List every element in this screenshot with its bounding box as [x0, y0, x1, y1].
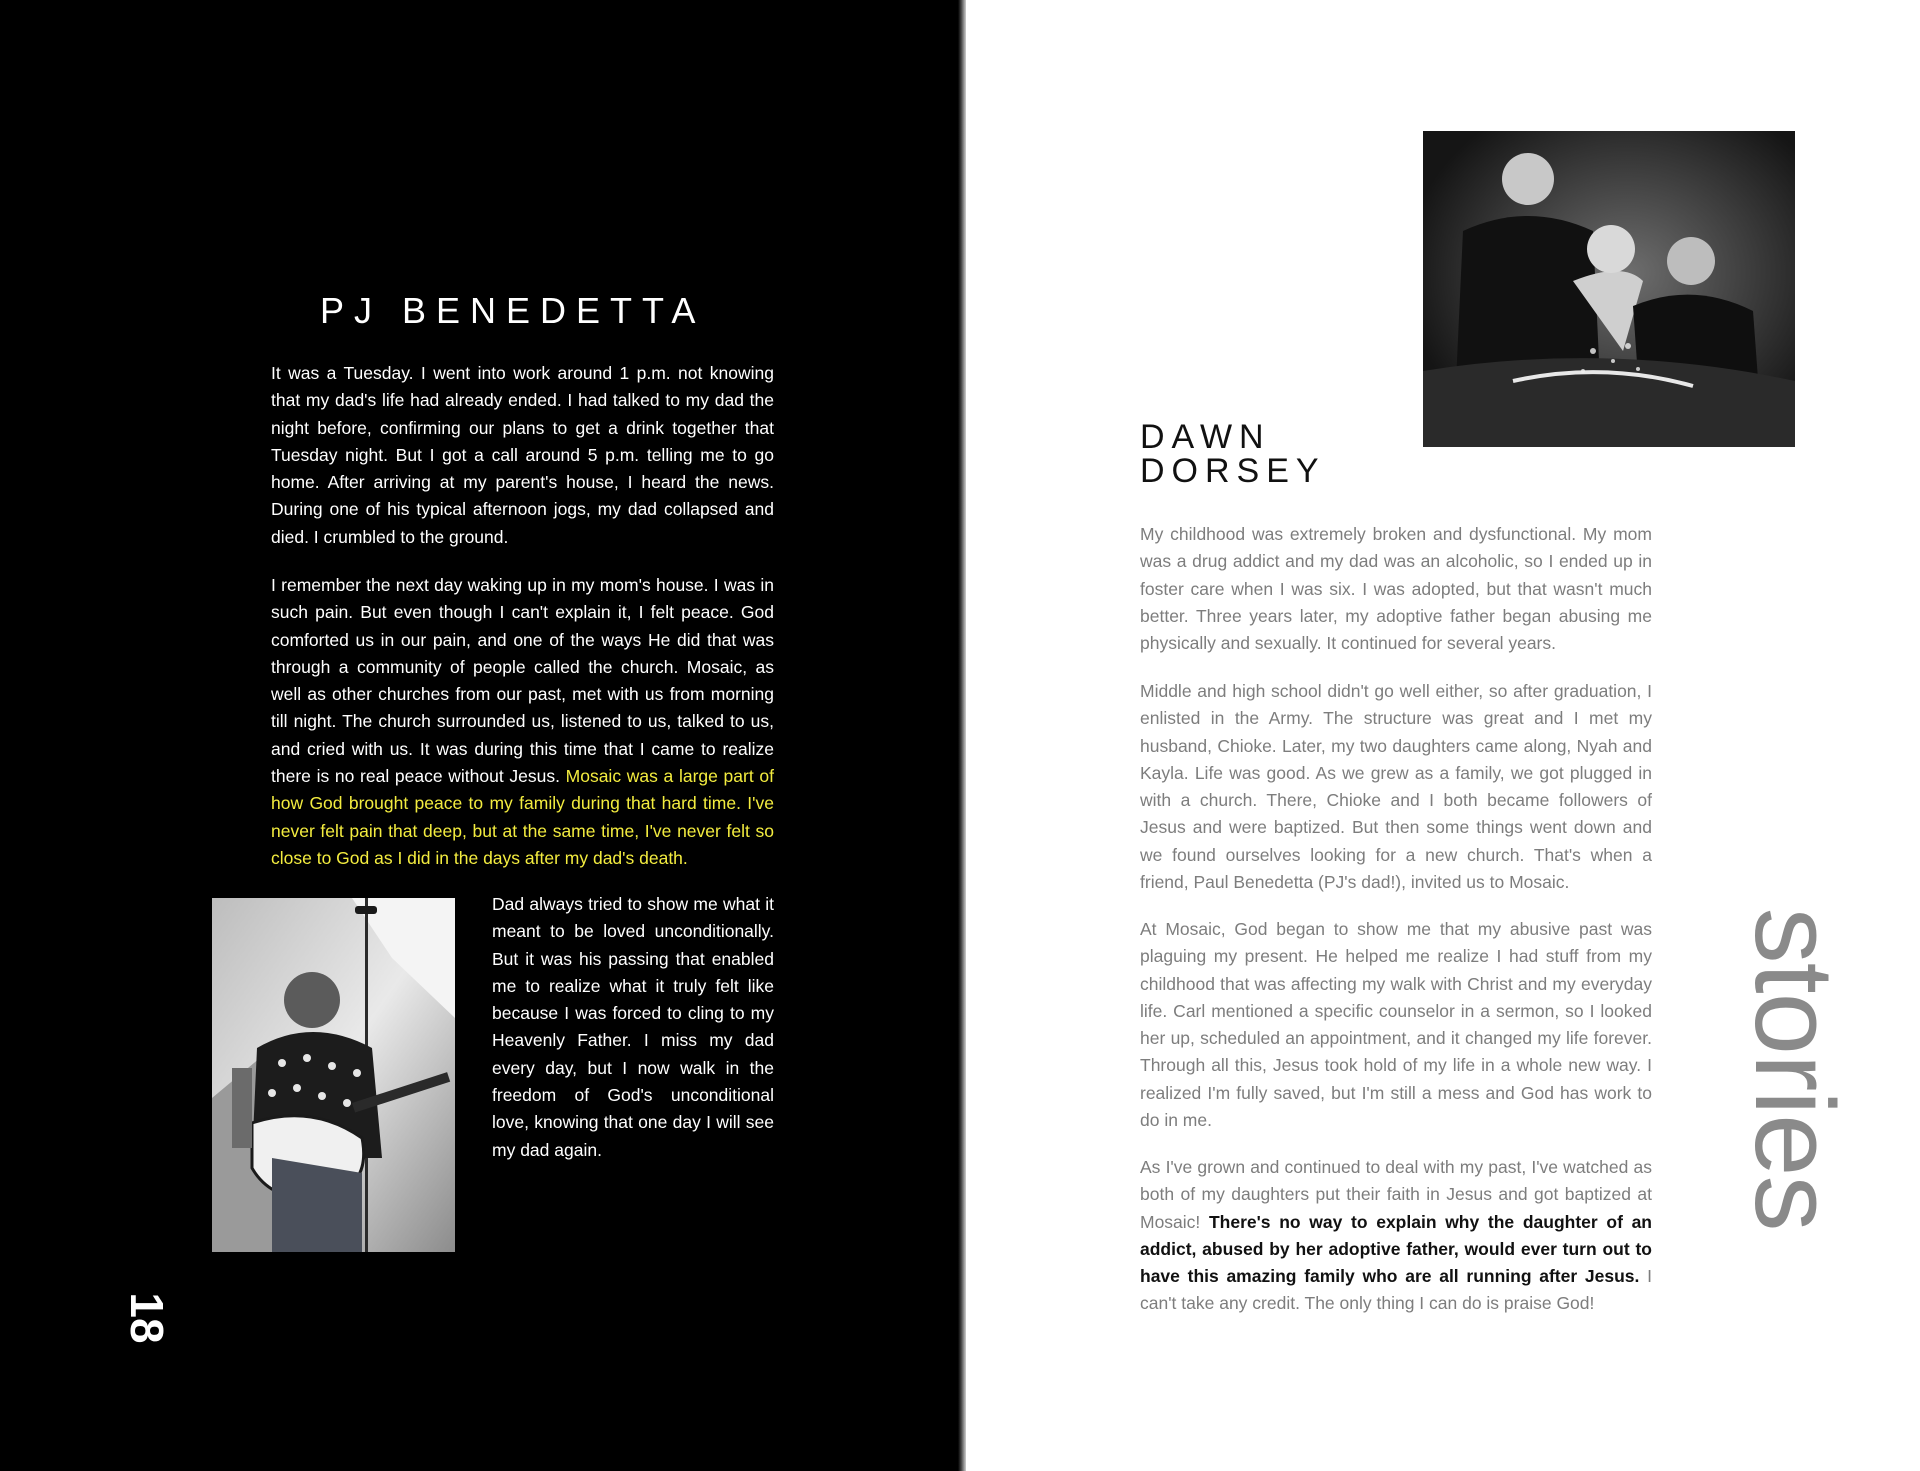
story-paragraph-1: It was a Tuesday. I went into work around 1 p.m. not knowing that my dad's life had already ended. I had talked to my dad the night before, confirming our plans to get a drink together that Tuesday night. But I got a call around 5 p.m. telling me to go home. After arriving at my parent's house, I heard the news. During one of his typical afternoon jogs, my dad collapsed and died. I crumbled to the ground. [271, 363, 774, 547]
story-paragraph-2: Middle and high school didn't go well either, so after graduation, I enlisted in the Army. The structure was great and I met my husband, Chioke. Later, my two daughters came along, Nyah and Kayla. Life was good. As we grew as a family, we got plugged in with a church. There, Chioke and I both became followers of Jesus and were baptized. But then some things went down and we found ourselves looking for a new church. That's when a friend, Paul Benedetta (PJ's dad!), invited us to Mosaic. [1140, 681, 1652, 893]
story-title-dawn-dorsey [1140, 420, 1326, 488]
story-title-line-2: DORSEY [1140, 452, 1326, 490]
highlighted-quote: Mosaic was a large part of how God brought peace to my family during that hard time. I've never felt pain that deep, but at the same time, I've never felt so close to God as I did in the days after my dad's death. [271, 766, 774, 868]
bold-quote: There's no way to explain why the daughter of an addict, abused by her adoptive father, would ever turn out to have this amazing family who are all running after Jesus. [1140, 1211, 1652, 1287]
story-title-line-1: DAWN [1140, 418, 1271, 456]
story-paragraph-4-end: I can't take any credit. The only thing I can do is praise God! [1140, 1266, 1652, 1314]
book-gutter [958, 0, 966, 1471]
story-paragraph-2 [271, 572, 774, 872]
story-paragraph-4-start: As I've grown and continued to deal with my past, I've watched as both of my daughters put their faith in Jesus and got baptized at Mosaic! [1140, 1157, 1652, 1232]
photo-baptism [1423, 131, 1795, 447]
page-number: 18 [121, 1292, 173, 1344]
story-paragraph-3: At Mosaic, God began to show me that my abusive past was plaguing my present. He helped me realize I had stuff from my childhood that was affecting my walk with Christ and my everyday life. Carl mentioned a specific counselor in a sermon, so I looked her up, scheduled an appointment, and it changed my life forever. Through all this, Jesus took hold of my life in a whole new way. I realized I'm fully saved, but I'm still a mess and God has work to do in me. [1140, 919, 1652, 1131]
story-paragraph-1: My childhood was extremely broken and dysfunctional. My mom was a drug addict and my dad was an alcoholic, so I ended up in foster care when I was six. I was adopted, but that wasn't much better. Three years later, my adoptive father began abusing me physically and sexually. It continued for several years. [1140, 524, 1652, 654]
story-paragraph-3: Dad always tried to show me what it meant to be loved unconditionally. But it was his passing that enabled me to realize what it truly felt like because I was forced to cling to my Heavenly Father. I miss my dad every day, but I now walk in the freedom of God's unconditional love, knowing that one day I will see my dad again. [492, 894, 774, 1160]
photo-guitarist [212, 898, 455, 1252]
section-label-stories: stories [1732, 907, 1857, 1231]
story-paragraph-2-text: I remember the next day waking up in my mom's house. I was in such pain. But even though I can't explain it, I felt peace. God comforted us in our pain, and one of the ways He did that was through a community of people called the church. Mosaic, as well as other churches from our past, met with us from morning till night. The church surrounded us, listened to us, talked to us, and cried with us. It was during this time that I came to realize there is no real peace without Jesus. [271, 575, 774, 787]
story-paragraph-4 [1140, 1154, 1652, 1318]
story-title-pj-benedetta: PJ BENEDETTA [320, 290, 706, 331]
